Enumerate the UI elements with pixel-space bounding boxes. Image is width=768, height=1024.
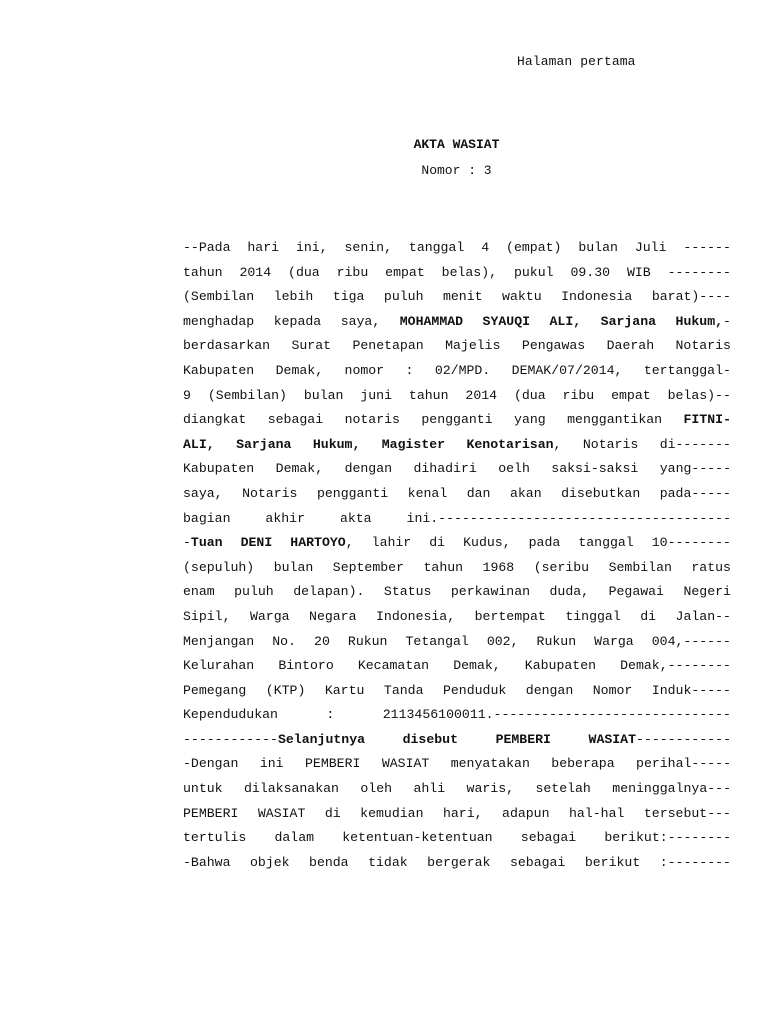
body-word: 002, (486, 633, 519, 649)
body-word: kepada (273, 313, 322, 329)
body-word: : (326, 707, 335, 723)
body-word: Sarjana (236, 436, 292, 452)
body-word: menggantikan (567, 412, 663, 428)
body-word: menyatakan (450, 756, 530, 772)
body-word: Notaris (582, 436, 639, 452)
body-line (183, 703, 731, 728)
body-line (183, 507, 731, 532)
body-line (183, 826, 731, 851)
body-line (183, 777, 731, 802)
body-word: Sarjana (600, 313, 657, 329)
body-word: barat)---- (651, 289, 731, 305)
body-word: ahli (413, 781, 446, 797)
body-word: diangkat (183, 412, 247, 428)
body-word: :-------- (659, 854, 731, 870)
body-word: Sembilan (608, 559, 672, 575)
body-line (183, 630, 731, 655)
body-word: 2014 (465, 387, 498, 403)
body-word: Indonesia, (376, 608, 456, 624)
body-word: -Bahwa (183, 854, 231, 870)
body-line (183, 556, 731, 581)
body-word: Warga (594, 633, 634, 649)
body-word: 02/MPD. (434, 362, 491, 378)
body-word: (Sembilan (183, 289, 255, 305)
body-word: ribu (562, 387, 595, 403)
body-line (183, 334, 731, 359)
body-word: dalam (274, 830, 315, 846)
body-word: WIB (626, 264, 651, 280)
body-word: 4 (481, 240, 490, 255)
body-word: Warga (249, 608, 290, 624)
body-word: dengan (525, 682, 574, 698)
body-word: pada (528, 535, 561, 551)
body-word: senin, (344, 240, 392, 255)
body-line (183, 802, 731, 827)
body-word: Rukun (347, 633, 388, 649)
body-word: 1968 (482, 559, 515, 575)
document-title: AKTA WASIAT (413, 137, 500, 152)
body-word: puluh (383, 289, 424, 305)
body-word: (Sembilan) (207, 387, 287, 403)
body-word: Kudus, (463, 535, 511, 551)
body-word: ketentuan-ketentuan (342, 830, 493, 846)
body-word: berikut:-------- (604, 830, 731, 846)
body-word: 10-------- (651, 535, 731, 551)
body-word: ribu (336, 264, 369, 280)
page-label: Halaman pertama (517, 54, 636, 69)
body-word: disebut (402, 731, 458, 747)
body-word: (empat) (506, 240, 562, 255)
body-word: menghadap (183, 313, 255, 329)
body-word: tahun (408, 387, 449, 403)
body-word: WASIAT------------ (588, 731, 731, 747)
body-word: sebagai (520, 830, 577, 846)
body-word: 2113456100011.------------------------------ (382, 707, 731, 723)
body-word: beberapa (551, 756, 615, 772)
body-word: September (332, 559, 405, 575)
body-word: empat (611, 387, 651, 403)
body-word: SYAUQI (482, 313, 531, 329)
body-word: tiga (332, 289, 365, 305)
body-word: akta (339, 510, 372, 526)
body-word: lahir (371, 535, 412, 551)
body-word: ALI, (549, 313, 582, 329)
body-word: setelah (535, 781, 591, 797)
body-word: (KTP) (265, 682, 306, 698)
body-word: enam (183, 584, 215, 600)
body-word: Tanda (383, 682, 424, 698)
body-word: Demak, (275, 362, 324, 378)
body-word: Induk----- (651, 682, 731, 698)
body-word: kemudian (360, 805, 424, 821)
body-word: Jalan-- (675, 608, 731, 624)
body-word: ini.------------------------------------- (406, 510, 731, 526)
body-word: 2014 (239, 264, 272, 280)
body-word: hal-hal (569, 805, 625, 821)
body-word: Kependudukan (183, 707, 278, 723)
document-number: Nomor : 3 (421, 163, 492, 178)
body-word: No. (272, 633, 297, 649)
body-word: tertulis (183, 830, 247, 846)
body-word: delapan). (293, 584, 365, 600)
body-word: oelh (498, 461, 530, 477)
body-word: (sepuluh) (183, 559, 255, 575)
body-word: pengganti (316, 485, 389, 501)
body-line (183, 285, 731, 310)
body-line (183, 605, 731, 630)
body-word: tahun (183, 264, 223, 280)
body-line (183, 482, 731, 507)
body-word: yang (514, 412, 546, 428)
body-word: tertanggal- (643, 362, 731, 378)
body-word: Rukun (536, 633, 577, 649)
body-line (183, 384, 731, 409)
body-word: hari (247, 240, 280, 255)
body-word: DENI (240, 535, 273, 551)
body-word: dengan (344, 461, 393, 477)
body-word: Hukum,- (675, 313, 731, 329)
body-word: adapun (502, 805, 550, 821)
body-line (183, 531, 731, 556)
body-word: -------- (667, 264, 731, 280)
body-word: tanggal (408, 240, 465, 255)
body-word: WASIAT (381, 756, 430, 772)
body-word: ------ (683, 240, 731, 255)
body-word: kenal (407, 485, 448, 501)
body-word: perihal----- (636, 756, 731, 772)
body-line (183, 433, 731, 458)
body-word: belas), (441, 264, 498, 280)
body-word: Kartu (324, 682, 365, 698)
body-word: notaris (344, 412, 400, 428)
body-word: lebih (273, 289, 314, 305)
body-word: Indonesia (561, 289, 633, 305)
body-line (183, 457, 731, 482)
body-word: Kabupaten (183, 362, 255, 378)
body-word: di (640, 608, 657, 624)
body-word: PEMBERI (305, 756, 361, 772)
body-line (183, 359, 731, 384)
body-word: DEMAK/07/2014, (511, 362, 623, 378)
body-line (183, 851, 731, 876)
body-word: ratus (691, 559, 731, 575)
body-word: FITNI- (683, 412, 731, 428)
body-word: disebutkan (561, 485, 641, 501)
body-word: Status (383, 584, 432, 600)
body-word: Penetapan (352, 338, 424, 354)
body-word: (dua (513, 387, 546, 403)
body-word: bulan (303, 387, 344, 403)
body-word: bertempat (474, 608, 546, 624)
body-word: nomor (344, 362, 385, 378)
body-line (183, 310, 731, 335)
body-line (183, 728, 731, 753)
body-word: Kenotarisan, (466, 436, 562, 452)
body-word: Juli (634, 240, 667, 255)
body-word: bagian (183, 510, 231, 526)
body-word: -Tuan (183, 535, 223, 551)
body-word: : (405, 362, 414, 378)
body-word: saya, (340, 313, 381, 329)
body-word: belas)-- (667, 387, 731, 403)
body-word: berdasarkan (183, 338, 271, 354)
body-word: Demak, (453, 658, 501, 674)
body-word: bulan (578, 240, 618, 255)
body-word: Penduduk (442, 682, 507, 698)
body-word: perkawinan (450, 584, 531, 600)
body-word: Daerah (606, 338, 655, 354)
body-word: HARTOYO, (290, 535, 354, 551)
body-word: Pegawai (608, 584, 664, 600)
body-word: tidak (368, 854, 408, 870)
body-word: -Dengan (183, 756, 239, 772)
body-word: tahun (423, 559, 464, 575)
body-word: Tetangal (405, 633, 469, 649)
body-line (183, 654, 731, 679)
body-line (183, 236, 731, 261)
body-word: oleh (360, 781, 393, 797)
body-word: (seribu (533, 559, 590, 575)
body-word: pada----- (659, 485, 731, 501)
body-word: dilaksanakan (244, 781, 339, 797)
body-word: sebagai (509, 854, 566, 870)
body-line (183, 752, 731, 777)
body-word: Kabupaten (524, 658, 597, 674)
body-word: untuk (183, 781, 223, 797)
body-word: saya, (183, 485, 223, 501)
body-word: --Pada (183, 240, 231, 255)
body-word: benda (309, 854, 349, 870)
body-word: Surat (291, 338, 332, 354)
body-word: berikut (584, 854, 641, 870)
body-word: Kecamatan (357, 658, 430, 674)
body-line (183, 580, 731, 605)
body-word: puluh (234, 584, 274, 600)
body-word: meninggalnya--- (612, 781, 731, 797)
deed-body (183, 236, 731, 875)
body-word: Menjangan (183, 633, 255, 649)
body-word: menit (442, 289, 483, 305)
body-word: PEMBERI (495, 731, 551, 747)
body-word: Majelis (445, 338, 501, 354)
body-word: (dua (288, 264, 320, 280)
body-word: bulan (273, 559, 314, 575)
body-word: Negara (309, 608, 357, 624)
body-word: Bintoro (278, 658, 334, 674)
body-word: pukul (513, 264, 554, 280)
body-line (183, 408, 731, 433)
body-word: Kabupaten (183, 461, 255, 477)
body-word: Demak, (275, 461, 324, 477)
body-word: Notaris (242, 485, 298, 501)
body-word: tinggal (565, 608, 621, 624)
body-word: juni (360, 387, 393, 403)
body-word: akan (509, 485, 542, 501)
body-word: ini (259, 756, 284, 772)
body-line (183, 261, 731, 286)
body-word: Sipil, (183, 608, 231, 624)
body-word: tersebut--- (643, 805, 731, 821)
body-word: Negeri (683, 584, 731, 600)
body-word: duda, (549, 584, 590, 600)
body-word: 9 (183, 387, 191, 403)
body-word: di------- (659, 436, 731, 452)
body-word: Kelurahan (183, 658, 255, 674)
body-word: saksi-saksi (551, 461, 639, 477)
body-word: akhir (265, 510, 305, 526)
body-word: objek (249, 854, 290, 870)
body-word: hari, (442, 805, 483, 821)
body-word: dan (466, 485, 491, 501)
body-line (183, 679, 731, 704)
body-word: WASIAT (257, 805, 306, 821)
body-word: di (324, 805, 341, 821)
body-word: waris, (466, 781, 515, 797)
body-word: Pemegang (183, 682, 247, 698)
body-word: ALI, (183, 436, 215, 452)
body-word: 20 (314, 633, 330, 649)
body-word: Notaris (675, 338, 731, 354)
body-word: Magister (381, 436, 446, 452)
body-word: di (429, 535, 446, 551)
body-word: Nomor (592, 682, 633, 698)
body-word: Hukum, (312, 436, 361, 452)
body-word: bergerak (427, 854, 491, 870)
body-word: ------------Selanjutnya (183, 731, 366, 747)
body-word: Demak,-------- (620, 658, 731, 674)
body-word: waktu (502, 289, 542, 305)
body-word: tanggal (578, 535, 634, 551)
body-word: 09.30 (570, 264, 611, 280)
body-word: yang----- (659, 461, 731, 477)
body-word: ini, (295, 240, 328, 255)
body-word: Pengawas (521, 338, 586, 354)
body-word: 004,------ (651, 633, 731, 649)
body-word: empat (385, 264, 425, 280)
body-word: dihadiri (413, 461, 477, 477)
body-word: pengganti (421, 412, 493, 428)
body-word: MOHAMMAD (399, 313, 464, 329)
body-word: sebagai (267, 412, 324, 428)
body-word: PEMBERI (183, 805, 239, 821)
